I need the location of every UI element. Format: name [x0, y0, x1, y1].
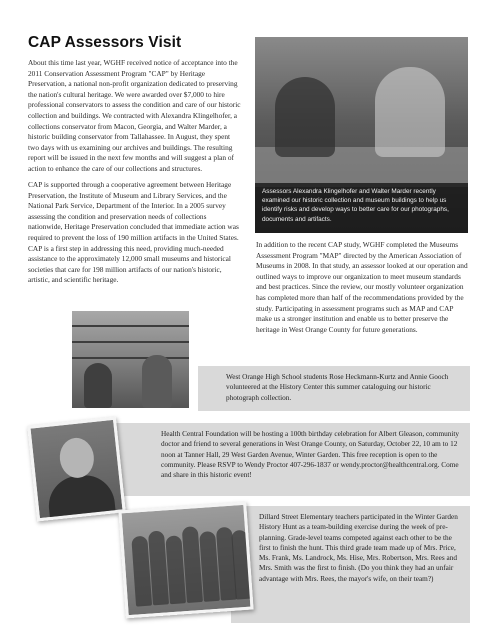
page-title: CAP Assessors Visit: [28, 34, 182, 51]
photo-head: [58, 436, 96, 479]
cap-paragraph: CAP is supported through a cooperative agreement between Heritage Preservation, the Institute of Museum and Library Services, and the National Park Service, Department of the Interior. In a 2005 survey assessing the condition and preservation needs of collections nationwide, Heritage Preservation concluded that immediate action was required to prevent the loss of 190 million artifacts in the United States. CAP is a first step in addressing this need, providing much-needed assistance to the approximately 12,000 small museums and historical societies that care for 198 million artifacts of our nation's historic, artistic, and scientific heritage.: [28, 180, 239, 285]
assessors-photo-caption: Assessors Alexandra Klingelhofer and Walter Marder recently examined our historic collection and museum buildings to help us identify risks and develop ways to better care for our photographs, documents and artifacts.: [255, 183, 468, 233]
gleason-portrait-photo: [27, 417, 126, 522]
photo-figure: [231, 530, 252, 600]
teachers-caption: Dillard Street Elementary teachers participated in the Winter Garden History Hunt as a team-building exercise during the week of pre-planning. Grade-level teams competed against each other to be the first to finish the hunt. This third grade team made up of Mrs. Price, Ms. Frank, Ms. Landrock, Ms. Hise, Mrs. Robertson, Mrs. Rees and Mrs. Smith was the first to finish. (Do you think they had an unfair advantage with Mrs. Rees, the mayor's wife, on their team?): [231, 506, 470, 623]
photo-suit: [46, 472, 116, 521]
intro-paragraph: About this time last year, WGHF received notice of acceptance into the 2011 Conservation Assessment Program "CAP" by Heritage Preservation, a national non-profit organization dedicated to preserving the nation's cultural heritage. We were awarded over $7,000 to hire professional conservators to assess the condition and care of our historic collection and buildings. We contracted with Alexandra Klingelhofer, a collections conservator from Macon, Georgia, and Walter Marder, a historic building conservator from Tallahassee. In August, they spent two days with us examining our archives and buildings. The resulting report will be issued in the next few months and will suggest a plan of action to enhance the care of our collections and structures.: [28, 58, 241, 173]
teachers-photo: [118, 502, 253, 619]
map-paragraph: In addition to the recent CAP study, WGHF completed the Museums Assessment Program "MAP" directed by the American Association of Museums in 2008. In that study, an assessor looked at our operation and outlined ways to improve our organization to meet museum standards and best practices. Since the review, our mostly volunteer organization has completed more than half of the recommendations provided by the study. Participating in assessment programs such as MAP and CAP make us a stronger institution and enable us to better preserve the heritage in West Orange County for future generations.: [256, 240, 468, 334]
photo-figure-left: [275, 77, 335, 157]
photo-figure-right: [375, 67, 445, 157]
volunteers-caption: West Orange High School students Rose Heckmann-Kurtz and Annie Gooch volunteered at the History Center this summer cataloguing our historic photograph collection.: [198, 366, 470, 411]
photo-shelf: [72, 341, 189, 343]
photo-shelf: [72, 325, 189, 327]
photo-figure-left: [84, 363, 112, 408]
assessors-photo: [255, 37, 468, 233]
photo-figure-right: [142, 355, 172, 408]
volunteers-photo: [72, 311, 189, 408]
photo-shelf: [72, 357, 189, 359]
gleason-caption: Health Central Foundation will be hosting a 100th birthday celebration for Albert Gleason, community doctor and friend to several generations in West Orange County, on Saturday, October 22, 10 am to 12 noon at Tanner Hall, 29 West Garden Avenue, Winter Garden. This free reception is open to the community. Please RSVP to Wendy Proctor 407-296-1837 or wendy.proctor@healthcentral.org. Come and share in this historic event!: [91, 423, 470, 496]
